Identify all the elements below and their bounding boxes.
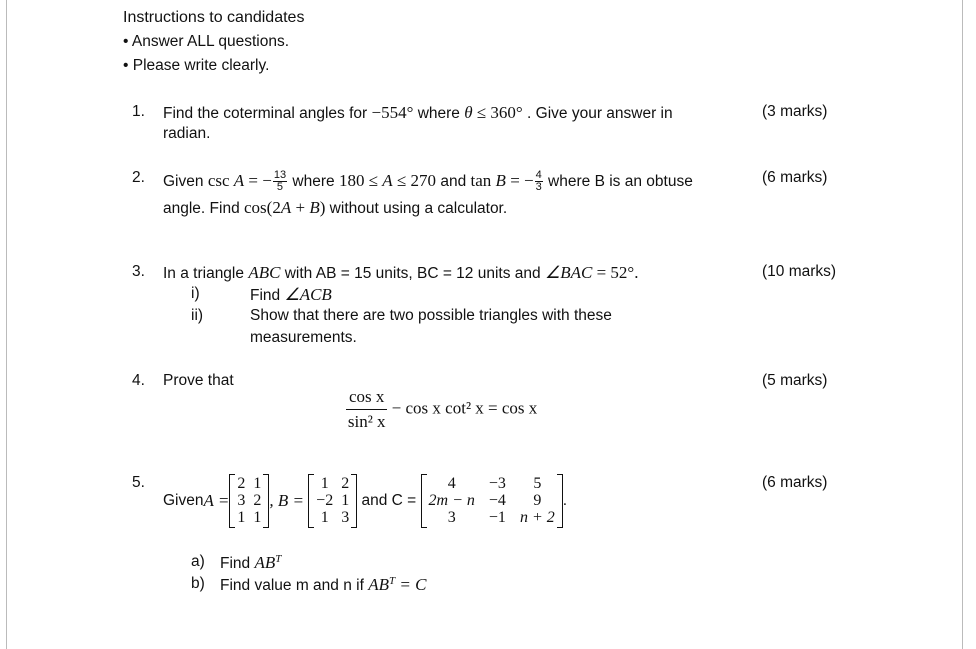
matrix-cell: 3: [341, 509, 350, 526]
matrix-cell: 1: [320, 509, 329, 526]
matrix-cell: −2: [316, 492, 334, 509]
q1-text-a: Find the coterminal angles for: [163, 105, 372, 122]
q1-text-b: where: [413, 105, 465, 122]
q2-cos: cos(2: [244, 198, 281, 217]
q3-line1: [163, 263, 638, 283]
q2-cos-plus: +: [291, 198, 310, 217]
q2-where1: where: [288, 173, 339, 190]
q2-line2: [163, 198, 507, 218]
q5-marks: (6 marks): [762, 474, 828, 491]
q2-eq-neg: = −: [244, 171, 272, 190]
q3-text-a: In a triangle: [163, 265, 249, 282]
q2-A: A: [233, 171, 245, 190]
matrix-C-grid: [427, 476, 557, 527]
q2-line2-b: without using a calculator.: [325, 200, 508, 217]
q4-frac-num: cos x: [346, 387, 387, 410]
q3-marks: (10 marks): [762, 263, 837, 280]
q5-b: [220, 575, 426, 595]
q5-a-label: a): [191, 553, 205, 570]
q3-sub-ii-line1: Show that there are two possible triangles with these: [250, 307, 612, 324]
q2-where2: where B is an obtuse: [543, 173, 693, 190]
q3-sub-i-text: Find: [250, 287, 285, 304]
q5-b-eq: = C: [395, 575, 427, 595]
q2-tan: tan: [470, 171, 496, 190]
q5-b-label: b): [191, 575, 205, 592]
q1-line2: radian.: [163, 125, 211, 142]
q3-abc: ABC: [248, 263, 281, 282]
matrix-cell: −1: [488, 509, 506, 526]
matrix-cell: −3: [488, 475, 506, 492]
q2-A2: A: [382, 171, 393, 190]
q1-angle: −554°: [371, 103, 414, 122]
q1-theta: θ: [464, 103, 473, 122]
q3-text-b: with AB = 15 units, BC = 12 units and: [280, 265, 545, 282]
q1-line1: [163, 103, 673, 123]
q2-frac2-den: 3: [535, 181, 542, 194]
q5-A-eq: A =: [203, 491, 230, 510]
q2-given: Given: [163, 173, 208, 190]
matrix-cell: n + 2: [519, 509, 555, 526]
matrix-cell: 1: [253, 509, 262, 526]
q2-eq-neg2: = −: [505, 171, 534, 190]
q4-equation: [346, 387, 537, 432]
matrix-cell: 2: [341, 475, 350, 492]
matrix-B: [308, 474, 357, 528]
q2-frac2-num: 4: [535, 169, 542, 182]
q2-line1: [163, 164, 693, 199]
matrix-cell: −4: [488, 492, 506, 509]
matrix-A-grid: [235, 476, 263, 527]
matrix-cell: 3: [447, 509, 456, 526]
matrix-cell: 1: [320, 475, 329, 492]
q3-sub-i: [250, 285, 332, 305]
q3-sub-ii-line2: measurements.: [250, 329, 357, 346]
q3-angle-val: = 52°.: [592, 263, 639, 282]
q2-number: 2.: [132, 169, 145, 186]
q3-sub-i-angle: ∠ACB: [284, 285, 332, 304]
q5-a-text: Find: [220, 555, 255, 573]
instructions-title: Instructions to candidates: [123, 9, 305, 26]
q4-text: Prove that: [163, 372, 234, 389]
q1-marks: (3 marks): [762, 103, 828, 120]
q2-frac1: [273, 170, 287, 193]
q2-csc: csc: [207, 171, 234, 190]
q2-frac1-num: 13: [273, 169, 287, 182]
matrix-C: [421, 474, 563, 528]
matrix-cell: 4: [447, 475, 456, 492]
matrix-cell: 9: [533, 492, 542, 509]
q5-B-eq: , B =: [269, 491, 309, 510]
q5-b-sup: T: [388, 575, 396, 587]
matrix-cell: 2: [237, 475, 246, 492]
matrix-A: [229, 474, 269, 528]
q5-a-expr: AB: [254, 553, 276, 573]
matrix-cell: 1: [341, 492, 350, 509]
q4-number: 4.: [132, 372, 145, 389]
q2-cos-A: A: [280, 198, 292, 217]
q3-sub-i-label: i): [191, 285, 200, 302]
q2-B: B: [495, 171, 506, 190]
q5-given: Given: [163, 492, 204, 509]
q3-angle: ∠BAC: [544, 263, 593, 282]
bullet-1-text: Answer ALL questions.: [131, 33, 289, 50]
q3-number: 3.: [132, 263, 145, 280]
q5-number: 5.: [132, 474, 145, 491]
q5-b-expr: AB: [368, 575, 389, 595]
q4-fraction: [346, 387, 387, 432]
q2-cos-close: ): [319, 198, 326, 217]
q2-range: 180 ≤: [338, 171, 383, 190]
matrix-cell: 1: [253, 475, 262, 492]
q2-range2: ≤ 270: [392, 171, 437, 190]
q1-cond: ≤ 360°: [472, 103, 523, 122]
q2-line2-a: angle. Find: [163, 200, 244, 217]
q4-marks: (5 marks): [762, 372, 828, 389]
q2-frac1-den: 5: [276, 181, 284, 194]
q2-cos-B: B: [309, 198, 320, 217]
q4-rest: − cos x cot² x = cos x: [387, 398, 538, 418]
q5-a-sup: T: [275, 553, 282, 565]
q5-b-text: Find value m and n if: [220, 577, 369, 595]
q2-and: and: [436, 173, 471, 190]
q1-number: 1.: [132, 103, 145, 120]
q5-a: [220, 553, 281, 573]
matrix-cell: 5: [533, 475, 542, 492]
q4-frac-den: sin² x: [347, 412, 386, 431]
matrix-B-grid: [314, 476, 351, 527]
q5-and-C: and C =: [357, 492, 421, 509]
q2-marks: (6 marks): [762, 169, 828, 186]
bullet-2-text: Please write clearly.: [132, 57, 270, 74]
matrix-cell: 3: [237, 492, 246, 509]
bullet-2: • Please write clearly.: [123, 57, 270, 74]
matrix-cell: 2: [253, 492, 262, 509]
q5-end: .: [562, 492, 568, 509]
matrix-cell: 1: [237, 509, 246, 526]
bullet-1: • Answer ALL questions.: [123, 33, 289, 50]
matrix-cell: 2m − n: [428, 492, 475, 509]
q2-frac2: [535, 170, 543, 193]
q5-matrices: [163, 472, 567, 530]
q3-sub-ii-label: ii): [191, 307, 204, 324]
q1-text-c: . Give your answer in: [522, 105, 673, 122]
